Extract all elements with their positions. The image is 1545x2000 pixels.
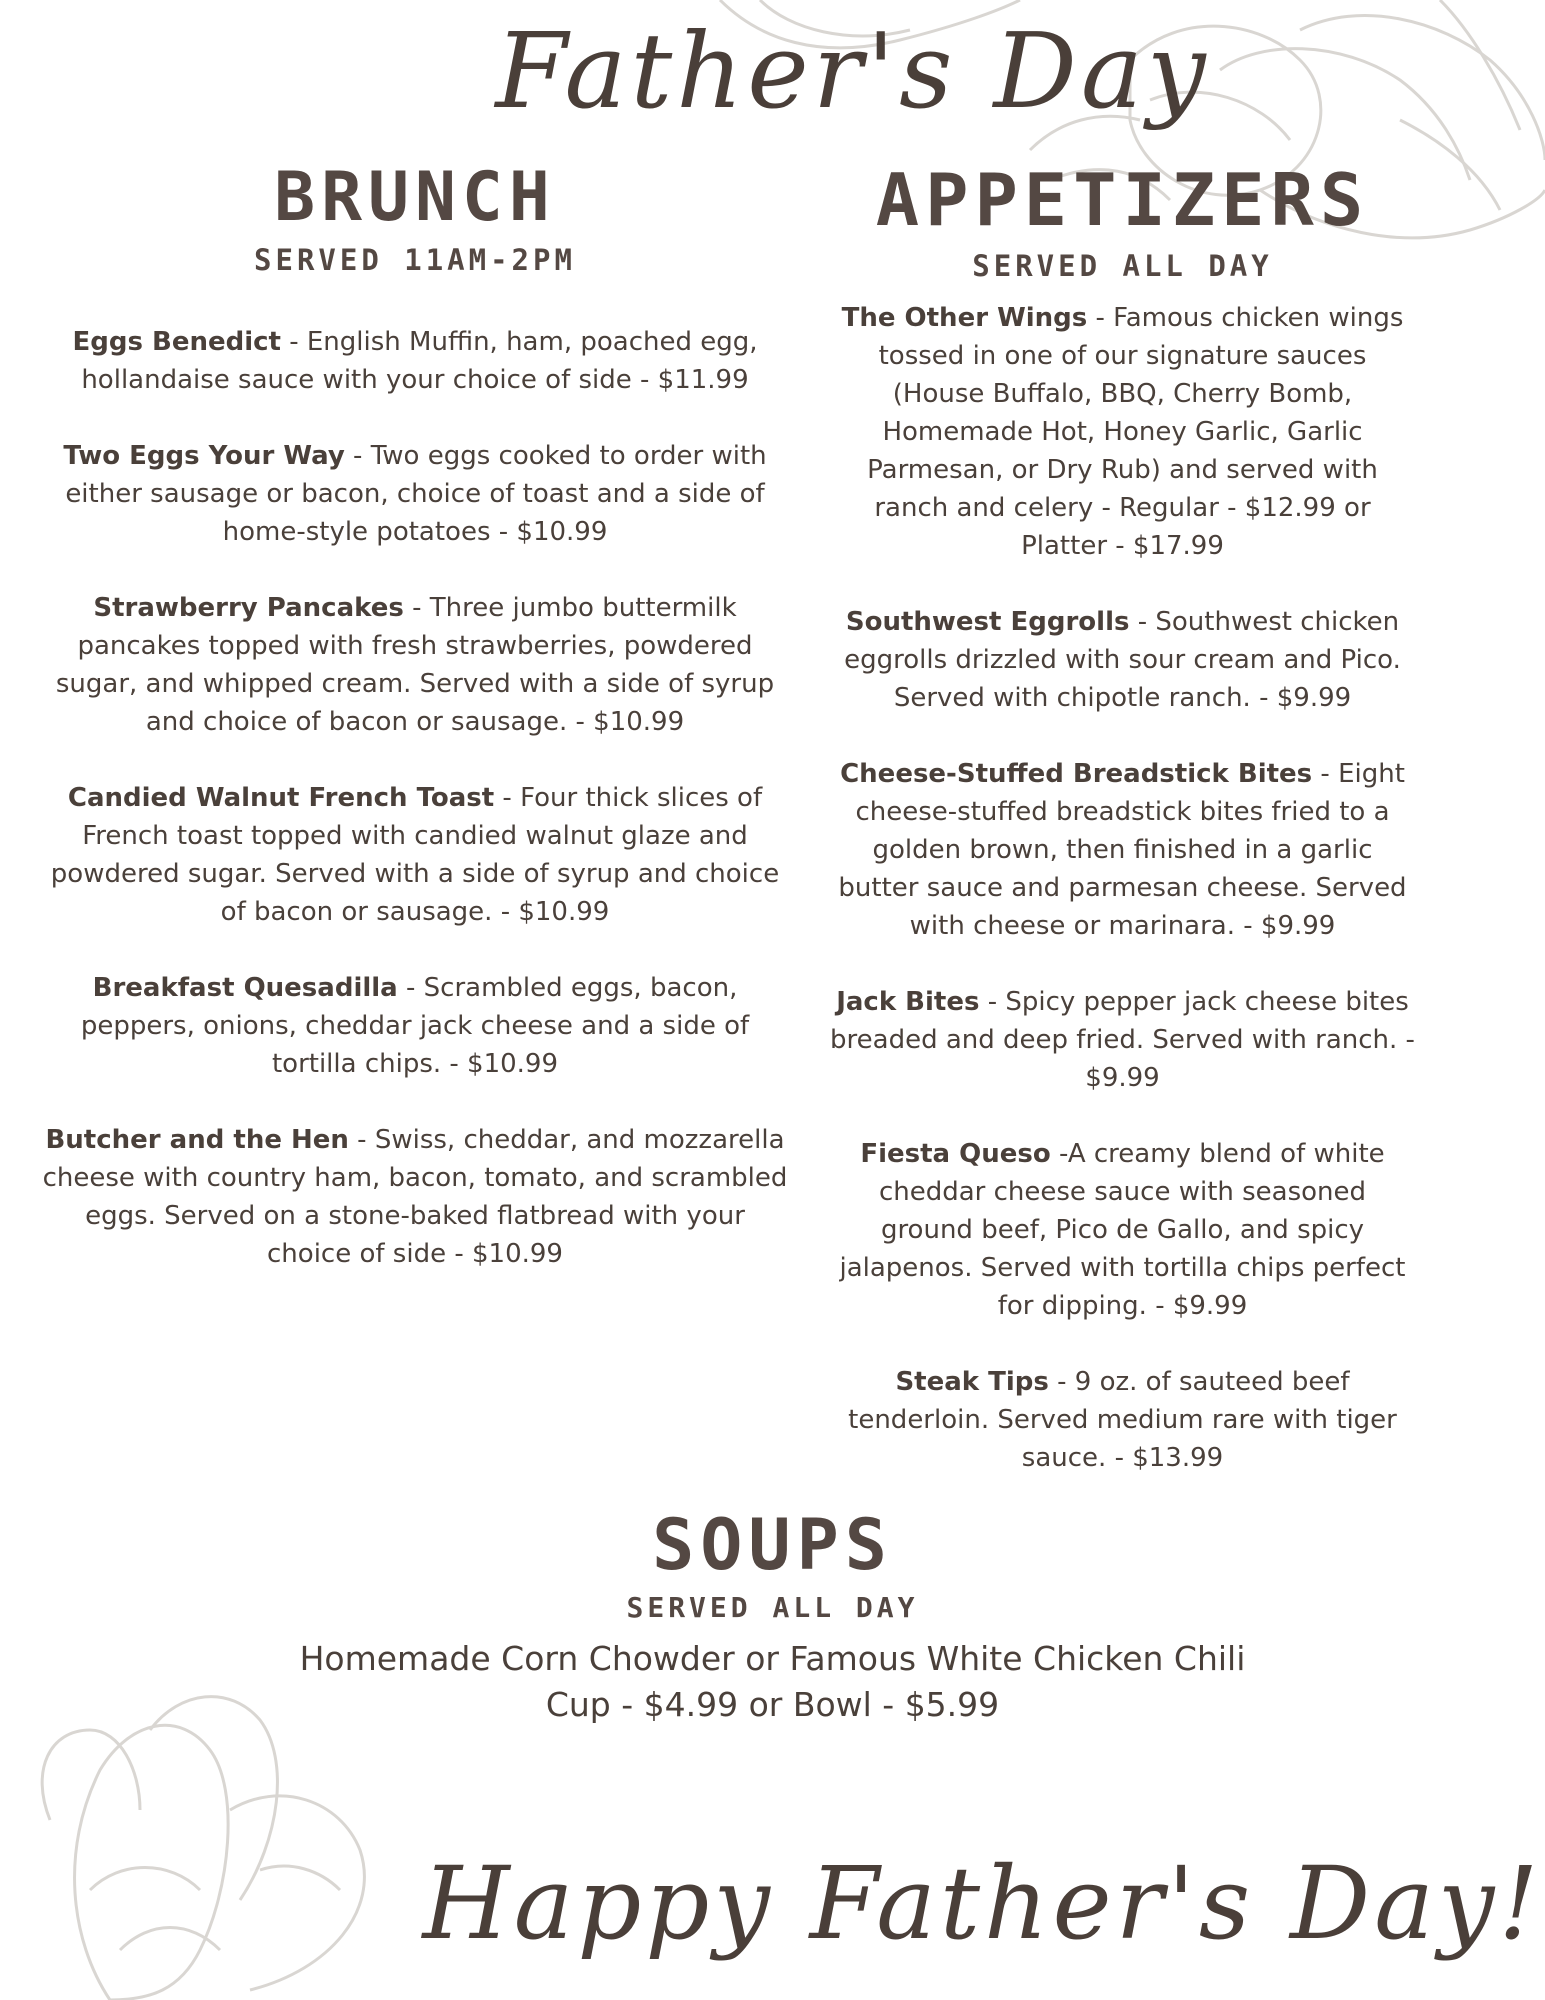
appetizers-subheading: SERVED ALL DAY: [972, 249, 1273, 283]
brunch-subheading: SERVED 11AM-2PM: [254, 243, 576, 277]
menu-item-desc: - Spicy pepper jack cheese bites breaded and deep fried. Served with ranch. - $9.99: [830, 987, 1415, 1093]
menu-item: [830, 1135, 1415, 1325]
menu-item-name: Eggs Benedict: [72, 327, 281, 357]
soups-prices: Cup - $4.99 or Bowl - $5.99: [545, 1685, 1000, 1724]
menu-item: [40, 589, 790, 741]
soups-subheading: SERVED ALL DAY: [626, 1591, 919, 1624]
brunch-section: [40, 160, 790, 1311]
menu-item: [40, 1121, 790, 1273]
menu-item-name: Two Eggs Your Way: [63, 441, 345, 471]
menu-item-name: The Other Wings: [841, 303, 1088, 333]
menu-item-name: Strawberry Pancakes: [93, 593, 404, 623]
menu-item-name: Southwest Eggrolls: [845, 607, 1130, 637]
menu-item-name: Butcher and the Hen: [45, 1125, 349, 1155]
menu-item-desc: - Two eggs cooked to order with either sausage or bacon, choice of toast and a side of home-style potatoes - $10.99: [65, 441, 767, 547]
menu-item: [40, 779, 790, 931]
appetizers-section: [830, 160, 1415, 1515]
menu-item: [40, 437, 790, 551]
brunch-heading: BRUNCH: [274, 158, 556, 237]
appetizers-heading: APPETIZERS: [875, 158, 1370, 242]
menu-item: [830, 755, 1415, 945]
menu-item-desc: - Scrambled eggs, bacon, peppers, onions, cheddar jack cheese and a side of tortilla chips. - $10.99: [80, 973, 750, 1079]
menu-item-name: Fiesta Queso: [860, 1139, 1051, 1169]
soups-description: Homemade Corn Chowder or Famous White Chicken Chili: [299, 1639, 1246, 1678]
menu-item-name: Cheese-Stuffed Breadstick Bites: [840, 759, 1313, 789]
menu-item: [40, 323, 790, 399]
menu-item-desc: - Swiss, cheddar, and mozzarella cheese with country ham, bacon, tomato, and scrambled eggs. Served on a stone-baked flatbread with your choice of side - $10.99: [42, 1125, 788, 1269]
soups-heading: SOUPS: [652, 1504, 893, 1586]
menu-item-desc: -A creamy blend of white cheddar cheese sauce with seasoned ground beef, Pico de Gallo, and spicy jalapenos. Served with tortilla chips perfect for dipping. - $9.99: [839, 1139, 1406, 1321]
menu-item: [830, 603, 1415, 717]
menu-item-desc: - Three jumbo buttermilk pancakes topped with fresh strawberries, powdered sugar, and whipped cream. Served with a side of syrup and choice of bacon or sausage. - $10.99: [55, 593, 775, 737]
menu-item-desc: - English Muffin, ham, poached egg, hollandaise sauce with your choice of side - $11.99: [81, 327, 758, 395]
menu-item: [40, 969, 790, 1083]
menu-item-name: Steak Tips: [895, 1367, 1049, 1397]
menu-item-desc: - Southwest chicken eggrolls drizzled with sour cream and Pico. Served with chipotle ranch. - $9.99: [844, 607, 1401, 713]
menu-item: [830, 299, 1415, 565]
menu-item-desc: - 9 oz. of sauteed beef tenderloin. Served medium rare with tiger sauce. - $13.99: [848, 1367, 1397, 1473]
menu-item-desc: - Four thick slices of French toast topped with candied walnut glaze and powdered sugar. Served with a side of syrup and choice of bacon or sausage. - $10.99: [50, 783, 780, 927]
closing-greeting: Happy Father's Day!: [422, 1845, 1543, 1962]
menu-item-desc: - Eight cheese-stuffed breadstick bites fried to a golden brown, then finished in a garlic butter sauce and parmesan cheese. Served with cheese or marinara. - $9.99: [838, 759, 1407, 941]
menu-item-name: Breakfast Quesadilla: [92, 973, 398, 1003]
menu-item: [830, 1363, 1415, 1477]
soups-section: [0, 1504, 1545, 1728]
menu-item: [830, 983, 1415, 1097]
page-title: Father's Day: [495, 10, 1210, 132]
menu-item-name: Jack Bites: [836, 987, 980, 1017]
menu-item-desc: - Famous chicken wings tossed in one of our signature sauces (House Buffalo, BBQ, Cherry Bomb, Homemade Hot, Honey Garlic, Garlic Parmesan, or Dry Rub) and served with ranch and celery - Regular - $12.99 or Platter - $17.99: [867, 303, 1404, 561]
menu-item-name: Candied Walnut French Toast: [67, 783, 495, 813]
